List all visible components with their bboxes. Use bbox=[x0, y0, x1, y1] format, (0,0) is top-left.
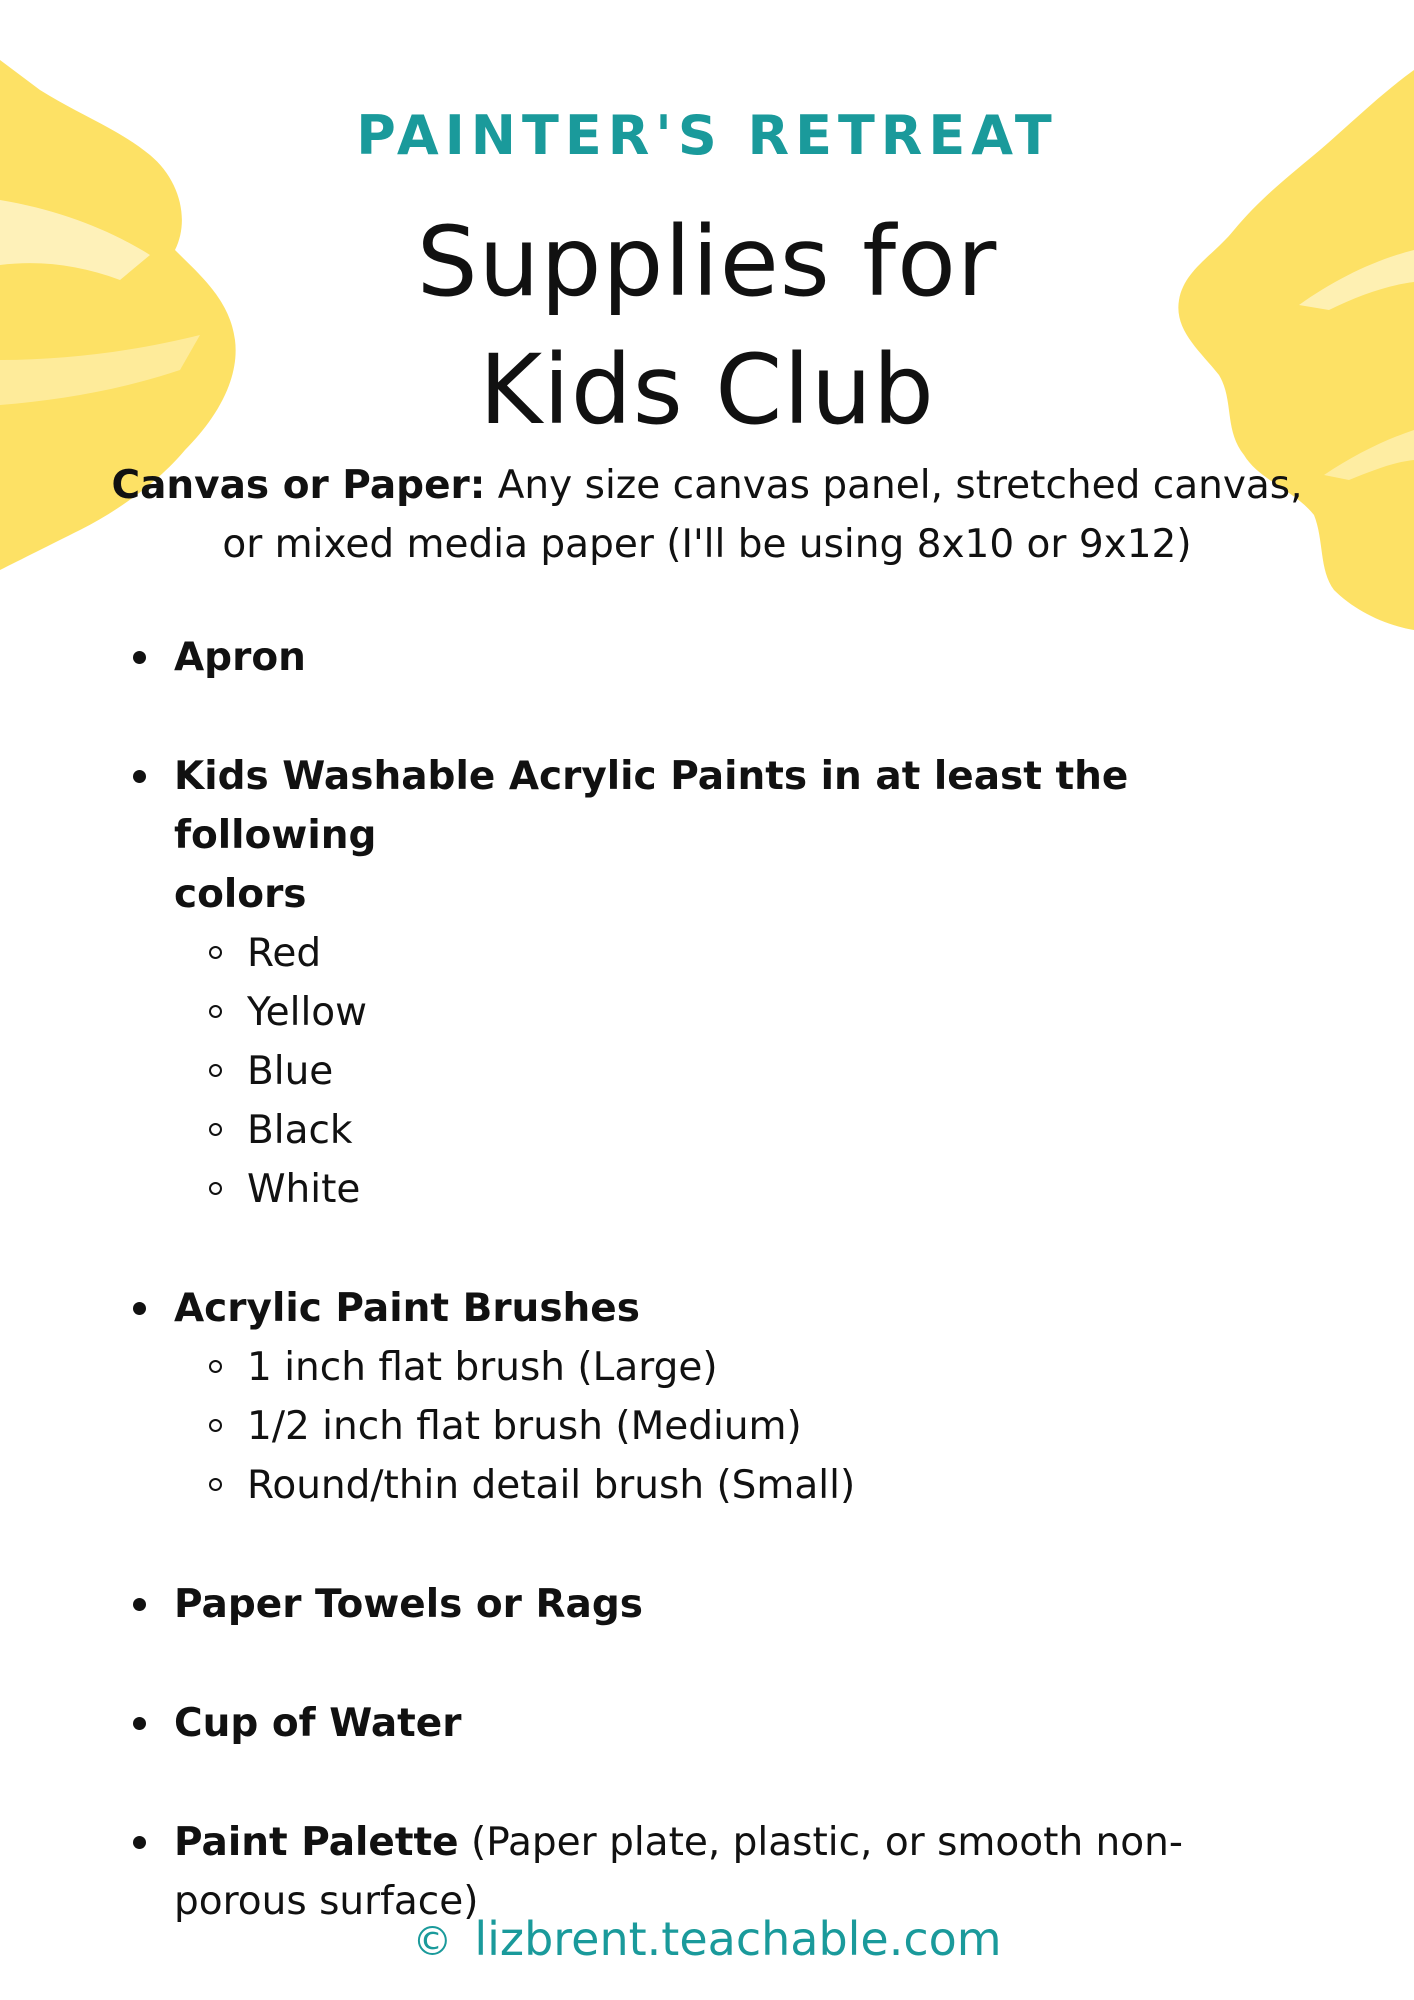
list-item bbox=[174, 1160, 1314, 1219]
title-line-2: Kids Club bbox=[479, 334, 935, 446]
bullet-icon bbox=[133, 1836, 146, 1849]
subitem-label: Blue bbox=[247, 1049, 334, 1094]
circle-bullet-icon bbox=[209, 1478, 222, 1491]
circle-bullet-icon bbox=[209, 1182, 222, 1195]
item-label: Cup of Water bbox=[174, 1701, 462, 1746]
palette-line-1 bbox=[174, 1813, 1314, 1872]
canvas-paper-intro bbox=[100, 456, 1314, 574]
retreat-kicker: PAINTER'S RETREAT bbox=[356, 104, 1058, 167]
subitem-label: Black bbox=[247, 1108, 353, 1153]
circle-bullet-icon bbox=[209, 1064, 222, 1077]
intro-label: Canvas or Paper: bbox=[111, 463, 486, 508]
item-label-line-1: Kids Washable Acrylic Paints in at least the following bbox=[174, 754, 1129, 858]
bullet-icon bbox=[133, 1598, 146, 1611]
subitem-label: White bbox=[247, 1167, 361, 1212]
list-item-apron bbox=[0, 628, 1314, 687]
item-label: Apron bbox=[174, 635, 306, 680]
footer-site-link[interactable]: lizbrent.teachable.com bbox=[474, 1912, 1002, 1966]
item-label: Acrylic Paint Brushes bbox=[174, 1286, 640, 1331]
bullet-icon bbox=[133, 651, 146, 664]
subitem-label: 1 inch flat brush (Large) bbox=[247, 1345, 718, 1390]
list-item-paints bbox=[0, 747, 1314, 1219]
intro-text-2: or mixed media paper (I'll be using 8x10 or 9x12) bbox=[222, 522, 1192, 567]
list-item bbox=[174, 1397, 1314, 1456]
item-note-2: porous surface) bbox=[174, 1879, 479, 1924]
subitem-label: Round/thin detail brush (Small) bbox=[247, 1463, 856, 1508]
bullet-icon bbox=[133, 1717, 146, 1730]
item-label: Paint Palette bbox=[174, 1820, 459, 1865]
list-item-towels bbox=[0, 1575, 1314, 1634]
brushes-list bbox=[174, 1338, 1314, 1515]
circle-bullet-icon bbox=[209, 1005, 222, 1018]
list-item bbox=[174, 1456, 1314, 1515]
intro-line-1 bbox=[100, 456, 1314, 515]
subitem-label: 1/2 inch flat brush (Medium) bbox=[247, 1404, 802, 1449]
copyright-icon: © bbox=[412, 1919, 453, 1965]
circle-bullet-icon bbox=[209, 1123, 222, 1136]
list-item bbox=[174, 1101, 1314, 1160]
list-item bbox=[174, 924, 1314, 983]
circle-bullet-icon bbox=[209, 1419, 222, 1432]
supplies-list bbox=[0, 628, 1414, 1991]
list-item bbox=[174, 1042, 1314, 1101]
subitem-label: Red bbox=[247, 931, 322, 976]
title-line-1: Supplies for bbox=[416, 206, 998, 318]
list-item bbox=[174, 1338, 1314, 1397]
subitem-label: Yellow bbox=[247, 990, 368, 1035]
list-item bbox=[174, 983, 1314, 1042]
item-label: Paper Towels or Rags bbox=[174, 1582, 643, 1627]
item-label-line-2: colors bbox=[174, 872, 307, 917]
paint-colors-list bbox=[174, 924, 1314, 1219]
list-item-water bbox=[0, 1694, 1314, 1753]
page-title bbox=[0, 198, 1414, 454]
footer-credit bbox=[0, 1912, 1414, 1966]
bullet-icon bbox=[133, 1302, 146, 1315]
list-item-brushes bbox=[0, 1279, 1314, 1515]
circle-bullet-icon bbox=[209, 946, 222, 959]
circle-bullet-icon bbox=[209, 1360, 222, 1373]
bullet-icon bbox=[133, 770, 146, 783]
item-note-1: (Paper plate, plastic, or smooth non- bbox=[458, 1820, 1183, 1865]
intro-text-1: Any size canvas panel, stretched canvas, bbox=[497, 463, 1303, 508]
